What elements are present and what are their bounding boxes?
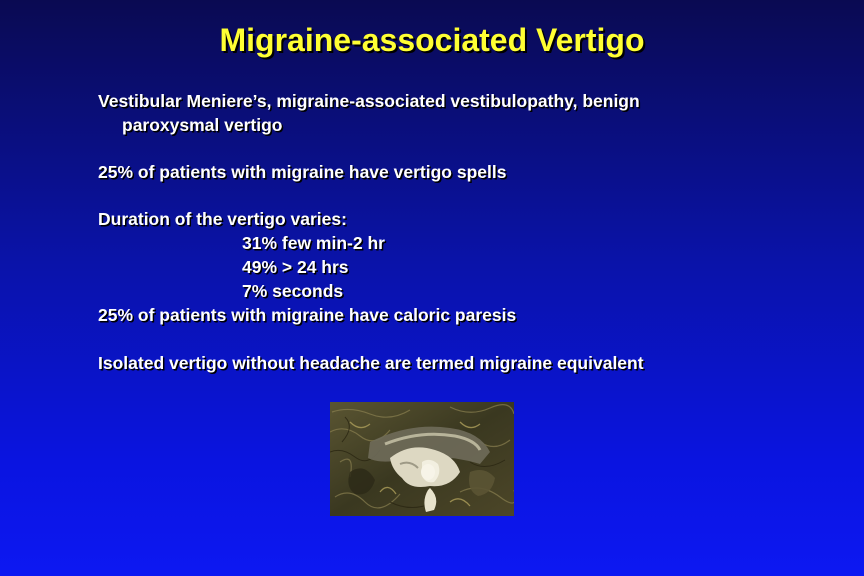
duration-item: 31% few min-2 hr — [242, 233, 385, 253]
bullet-vestibular-line1: Vestibular Meniere’s, migraine-associated vestibulopathy, benign — [98, 91, 640, 111]
bullet-caloric-paresis: 25% of patients with migraine have caloric paresis — [98, 305, 517, 325]
bullet-duration-heading: Duration of the vertigo varies: — [98, 209, 347, 229]
duration-item: 7% seconds — [242, 281, 344, 301]
bullet-vertigo-spells: 25% of patients with migraine have vertigo spells — [98, 162, 507, 182]
painting-image — [330, 402, 514, 516]
bullet-migraine-equivalent: Isolated vertigo without headache are termed migraine equivalent — [98, 353, 644, 373]
bullet-vestibular-line2: paroxysmal vertigo — [122, 115, 283, 135]
slide-title: Migraine-associated Vertigo — [219, 22, 645, 58]
duration-item: 49% > 24 hrs — [242, 257, 349, 277]
